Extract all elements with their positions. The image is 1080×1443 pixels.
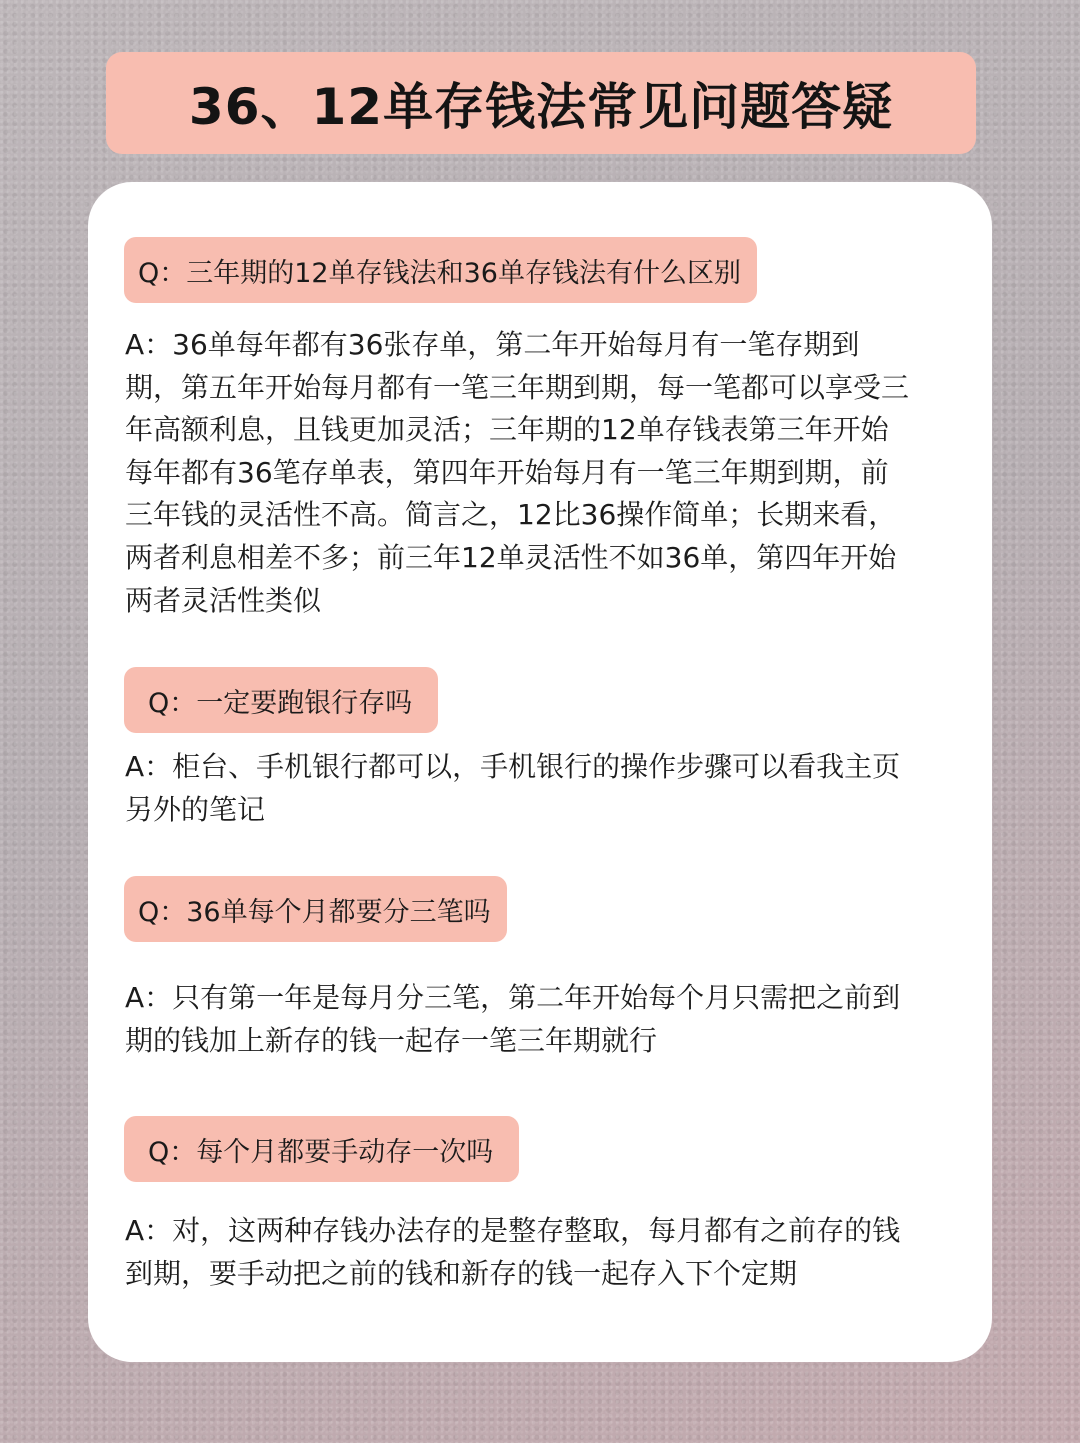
title-banner xyxy=(106,52,976,154)
faq-answer-2: A：柜台、手机银行都可以，手机银行的操作步骤可以看我主页另外的笔记 xyxy=(125,750,901,826)
faq-question-1: Q：三年期的12单存钱法和36单存钱法有什么区别 xyxy=(124,237,757,303)
faq-answer-3: A：只有第一年是每月分三笔，第二年开始每个月只需把之前到期的钱加上新存的钱一起存一笔三年期就行 xyxy=(125,981,901,1057)
faq-question-2: Q：一定要跑银行存吗 xyxy=(124,667,438,733)
page-title: 36、12单存钱法常见问题答疑 xyxy=(188,78,894,136)
faq-question-3: Q：36单每个月都要分三笔吗 xyxy=(124,876,507,942)
faq-question-4: Q：每个月都要手动存一次吗 xyxy=(124,1116,519,1182)
faq-card xyxy=(88,182,992,1362)
faq-answer-4: A：对，这两种存钱办法存的是整存整取，每月都有之前存的钱到期，要手动把之前的钱和新存的钱一起存入下个定期 xyxy=(125,1214,901,1290)
faq-answer-1: A：36单每年都有36张存单，第二年开始每月有一笔存期到期，第五年开始每月都有一笔三年期到期，每一笔都可以享受三年高额利息，且钱更加灵活；三年期的12单存钱表第三年开始每年都有36笔存单表，第四年开始每月有一笔三年期到期，前三年钱的灵活性不高。简言之，12比36操作简单；长期来看，两者利息相差不多；前三年12单灵活性不如36单，第四年开始两者灵活性类似 xyxy=(125,328,910,617)
